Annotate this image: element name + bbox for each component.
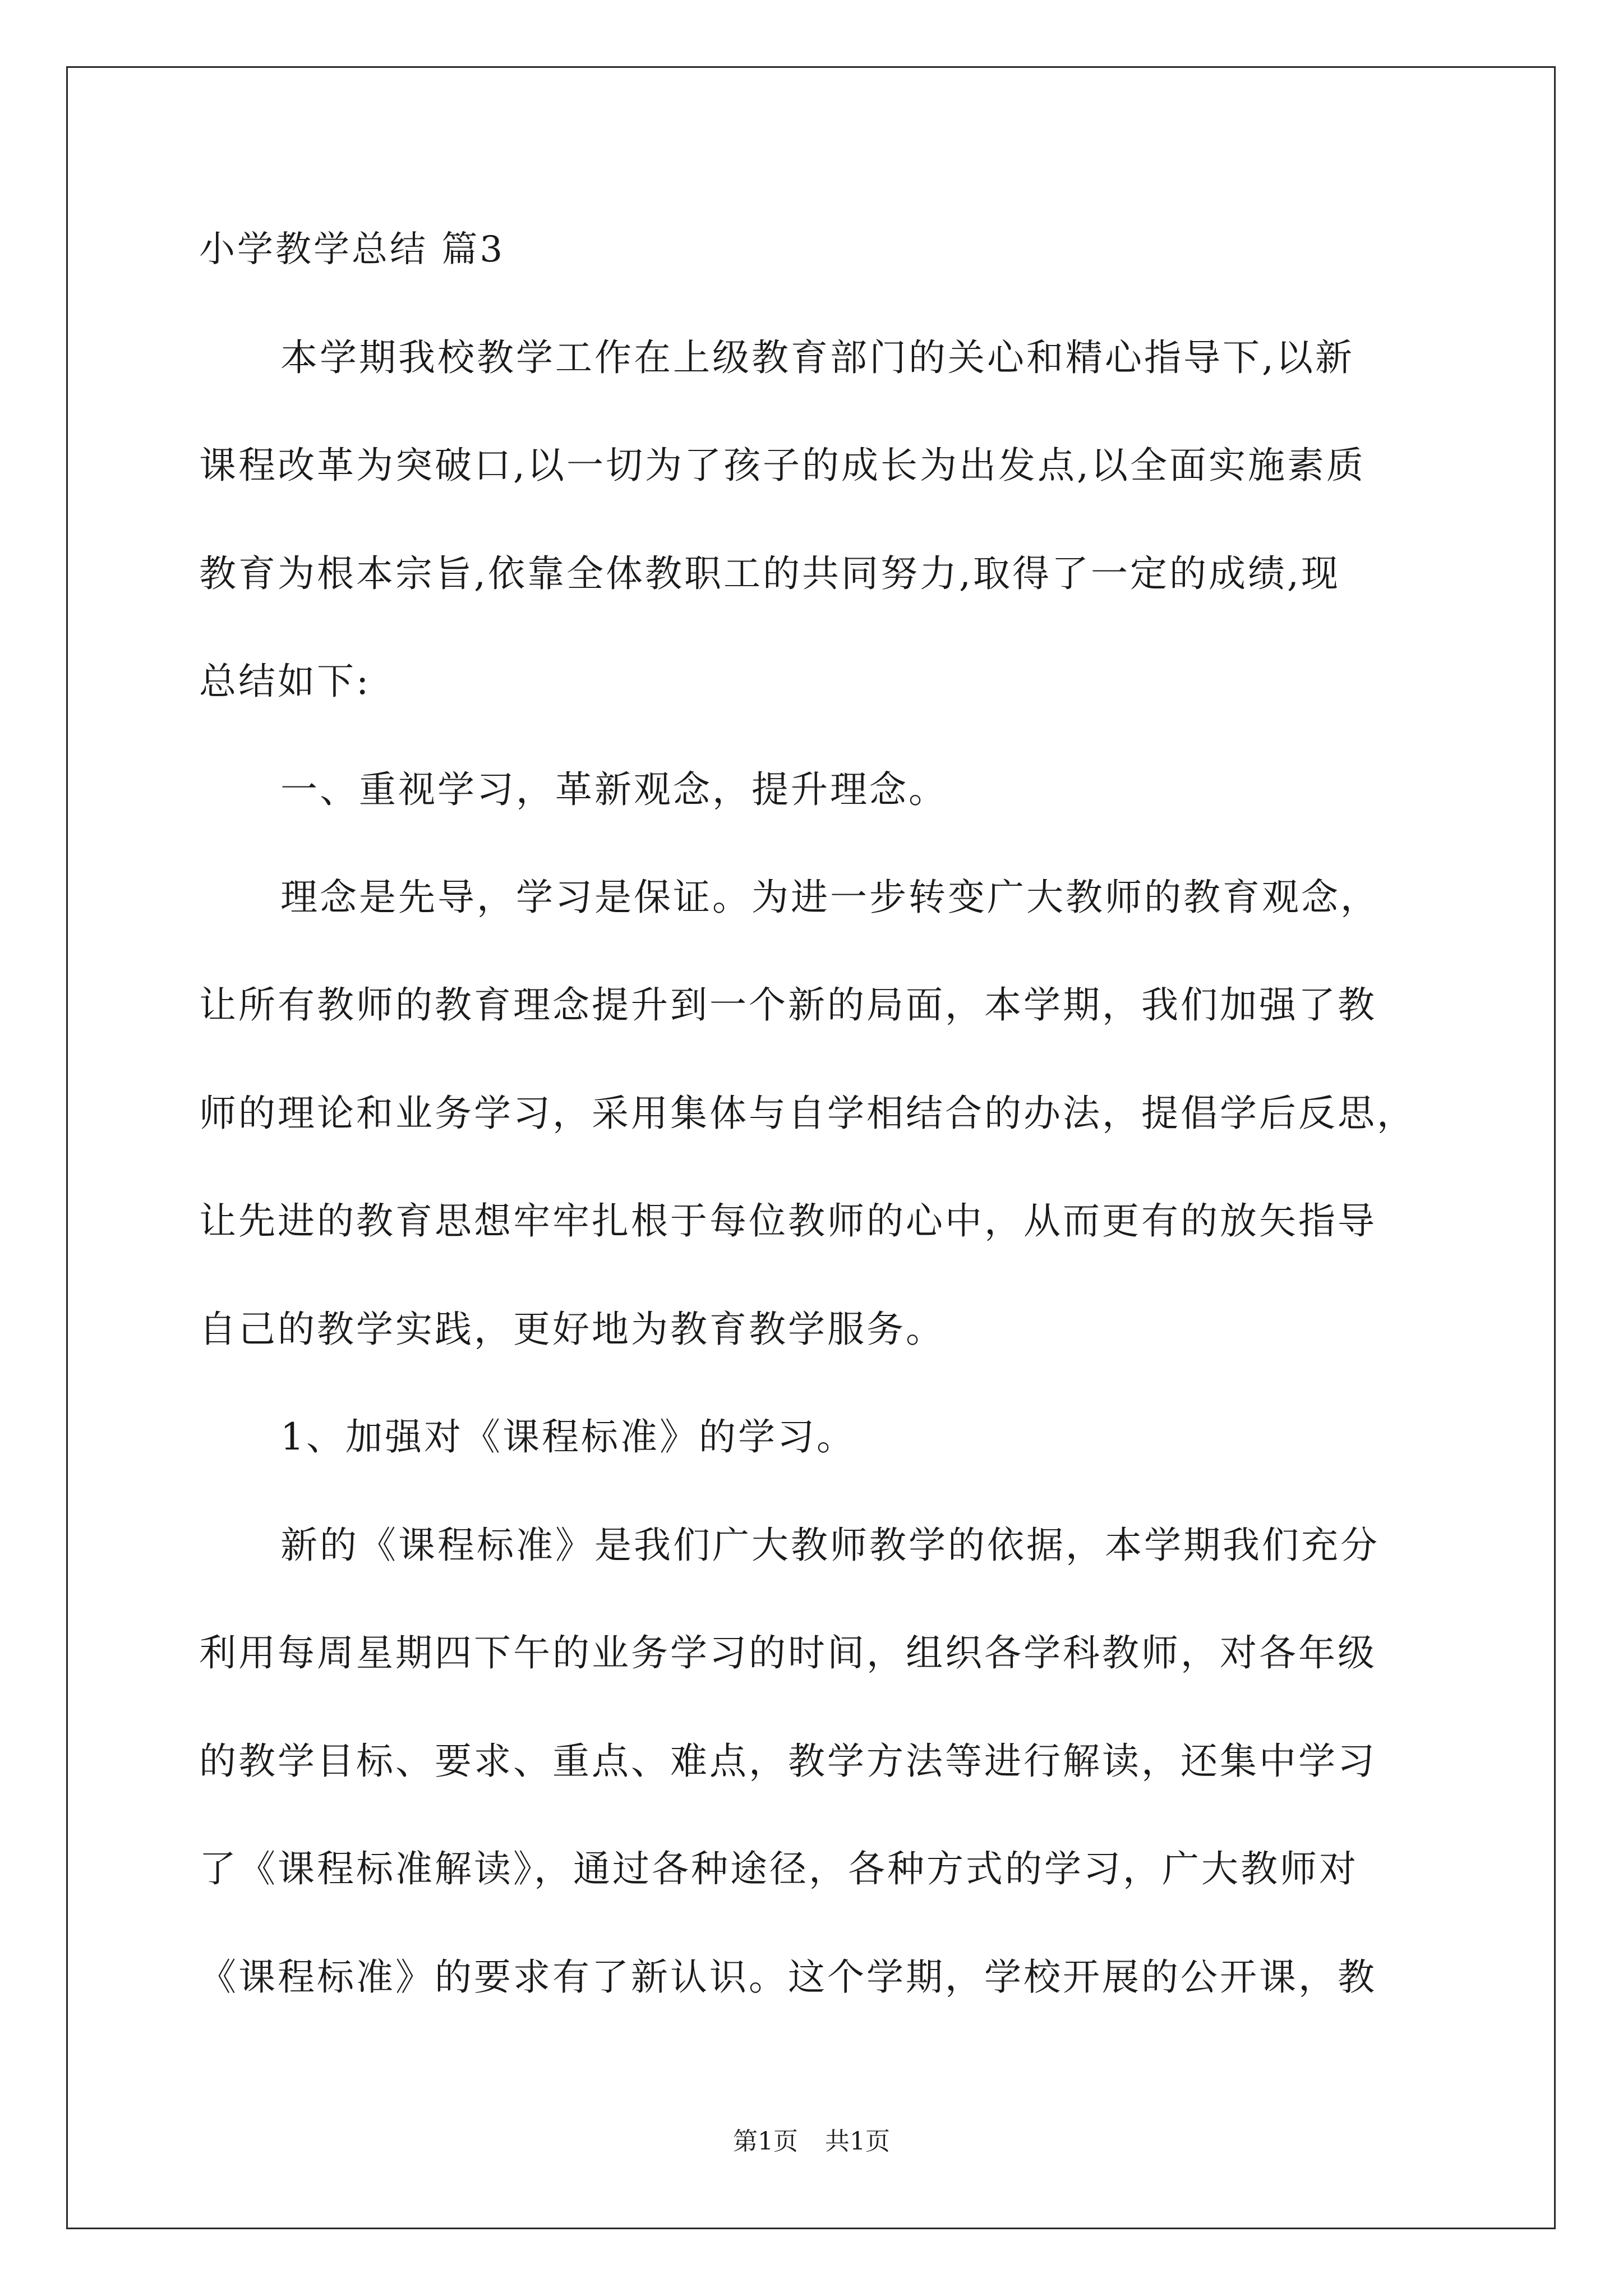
text-line: 新的《课程标准》是我们广大教师教学的依据，本学期我们充分 (280, 1524, 1380, 1567)
text-line: 让先进的教育思想牢牢扎根于每位教师的心中，从而更有的放矢指导 (199, 1199, 1377, 1243)
text-line: 了《课程标准解读》，通过各种途径，各种方式的学习，广大教师对 (199, 1847, 1358, 1890)
subsection-heading: 1、加强对《课程标准》的学习。 (280, 1415, 856, 1458)
text-line: 本学期我校教学工作在上级教育部门的关心和精心指导下,以新 (280, 336, 1354, 379)
page-number: 第1页 (733, 2127, 798, 2156)
text-line: 课程改革为突破口,以一切为了孩子的成长为出发点,以全面实施素质 (199, 444, 1366, 487)
text-line: 利用每周星期四下午的业务学习的时间，组织各学科教师，对各年级 (199, 1631, 1377, 1674)
section-heading: 一、重视学习，革新观念，提升理念。 (280, 768, 948, 811)
page-border (66, 66, 1556, 2229)
text-line: 总结如下: (199, 660, 371, 703)
text-line: 师的理论和业务学习，采用集体与自学相结合的办法，提倡学后反思， (199, 1092, 1416, 1135)
text-line: 让所有教师的教育理念提升到一个新的局面，本学期，我们加强了教 (199, 983, 1377, 1027)
text-line: 理念是先导，学习是保证。为进一步转变广大教师的教育观念， (280, 876, 1380, 919)
text-line: 《课程标准》的要求有了新认识。这个学期，学校开展的公开课，教 (199, 1955, 1377, 1999)
text-line: 自己的教学实践，更好地为教育教学服务。 (199, 1308, 945, 1351)
text-line: 教育为根本宗旨,依靠全体教职工的共同努力,取得了一定的成绩,现 (199, 552, 1340, 595)
page-footer (0, 2126, 1623, 2157)
text-line: 的教学目标、要求、重点、难点，教学方法等进行解读，还集中学习 (199, 1740, 1377, 1783)
page-total: 共1页 (825, 2127, 890, 2156)
document-title: 小学教学总结 篇3 (199, 229, 505, 270)
